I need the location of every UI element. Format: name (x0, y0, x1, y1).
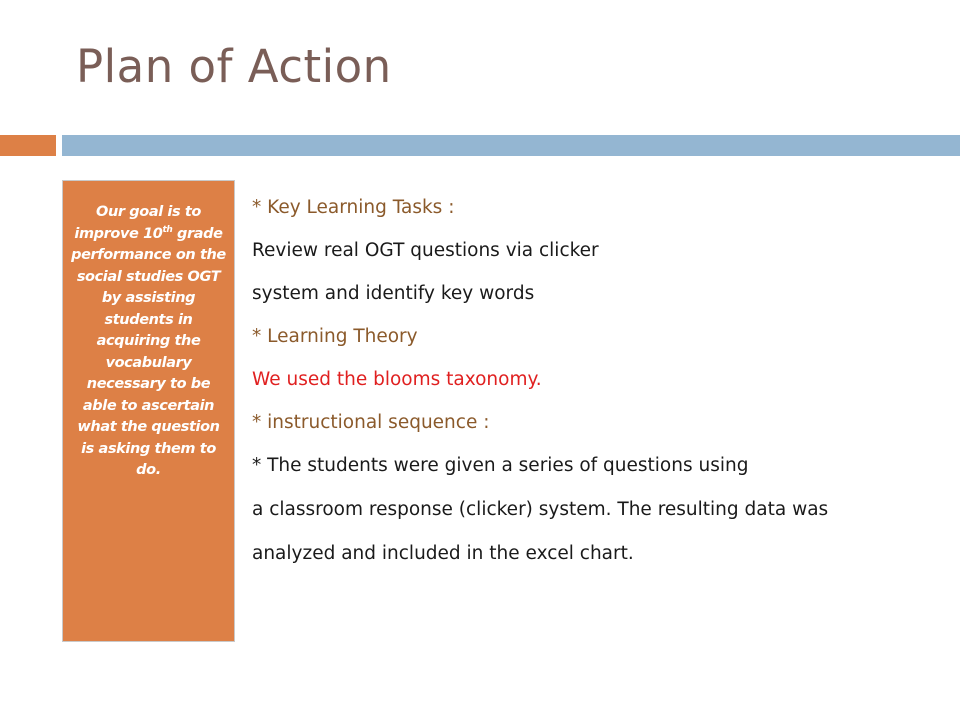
goal-text-part2: grade performance on the social studies OGT by assisting students in acquiring the vocabulary necessary to be able to ascertain what the question is asking them to do. (71, 225, 226, 478)
title-accent-bar-orange (0, 135, 56, 156)
goal-text (71, 202, 226, 482)
goal-box (62, 180, 235, 642)
title-accent-bar-blue (62, 135, 960, 156)
content-body (252, 193, 942, 583)
content-line-instructional-sequence: * instructional sequence : (252, 412, 490, 433)
content-line-learning-theory: * Learning Theory (252, 326, 418, 347)
goal-text-part1: Our goal is to improve 10 (74, 204, 201, 242)
content-line-key-learning-tasks: * Key Learning Tasks : (252, 197, 455, 218)
content-line-students-given-questions: * The students were given a series of questions using (252, 455, 749, 476)
goal-text-superscript: th (162, 224, 173, 235)
content-line-excel-chart: analyzed and included in the excel chart. (252, 543, 634, 564)
content-line-review-questions: Review real OGT questions via clicker (252, 240, 599, 261)
slide-title: Plan of Action (76, 40, 392, 93)
content-line-clicker-system: a classroom response (clicker) system. The resulting data was (252, 499, 829, 520)
content-line-identify-key-words: system and identify key words (252, 283, 535, 304)
content-line-blooms-taxonomy: We used the blooms taxonomy. (252, 369, 542, 390)
